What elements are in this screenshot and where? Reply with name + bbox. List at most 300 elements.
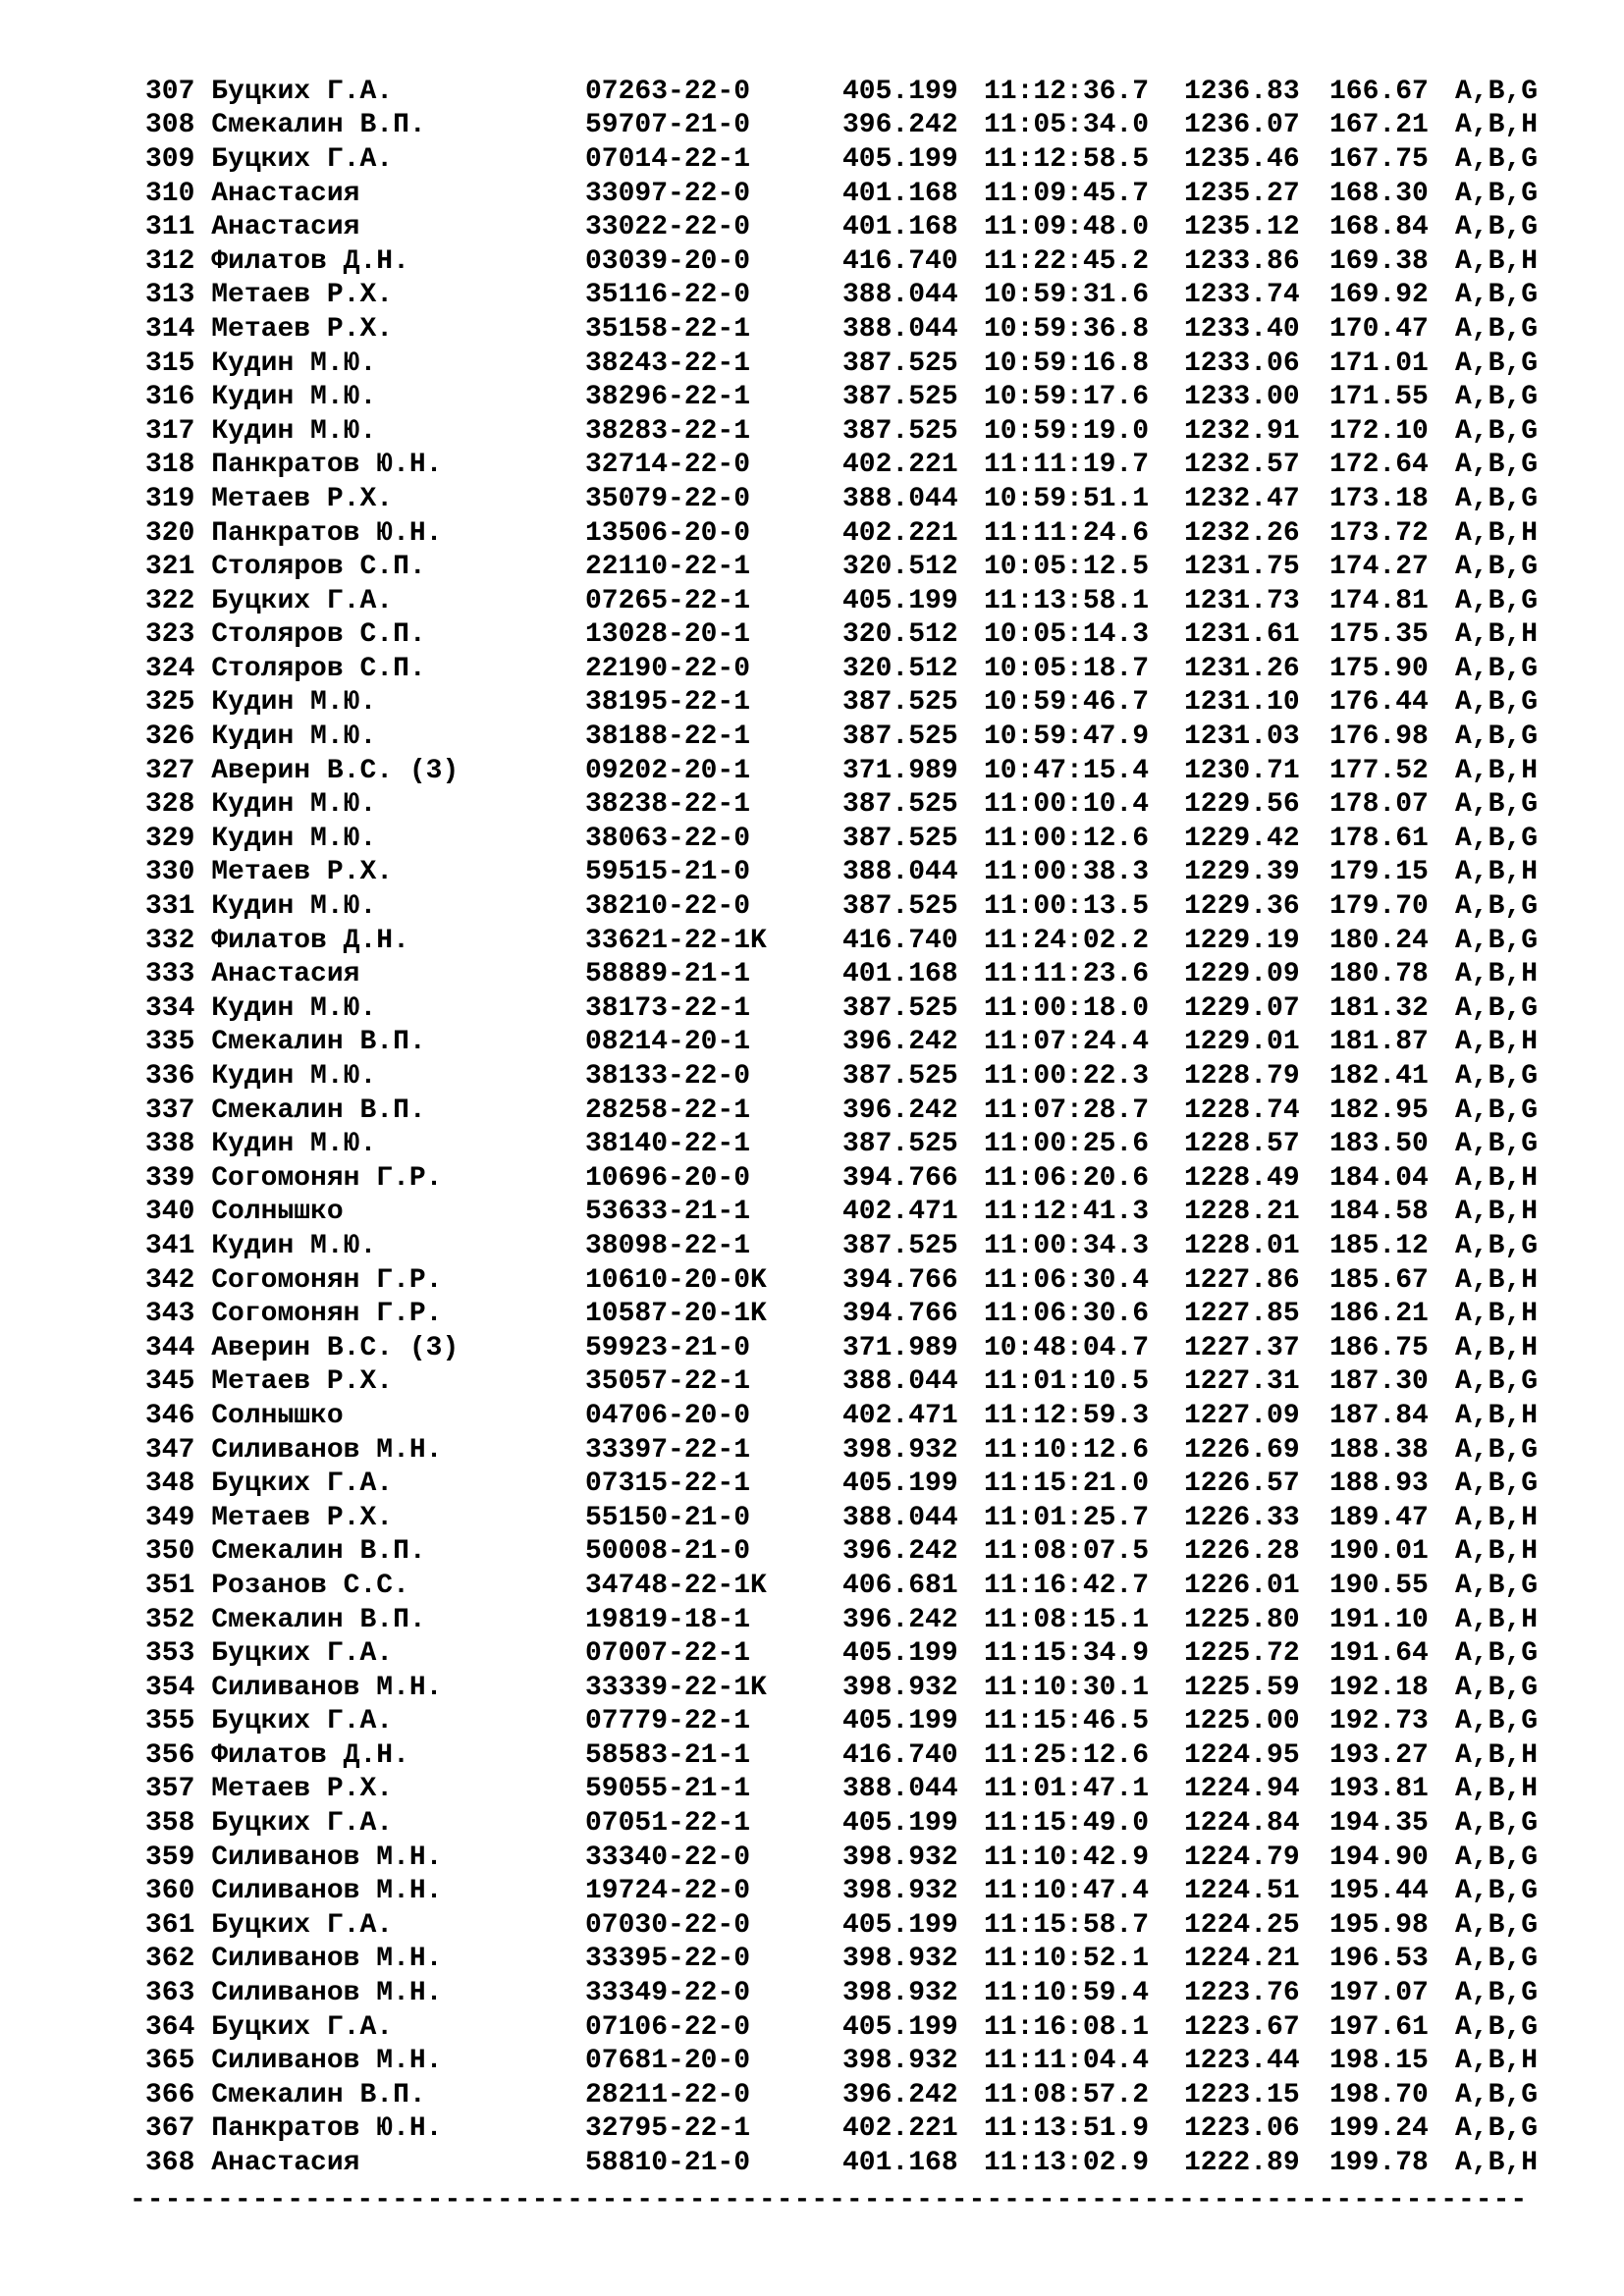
points: 192.18 — [1329, 1672, 1429, 1703]
speed: 1224.94 — [1184, 1774, 1300, 1805]
category: A,B,G — [1455, 891, 1539, 923]
ring-number: 07315-22-1 — [585, 1468, 751, 1500]
ring-number: 07106-22-0 — [585, 2011, 751, 2043]
points: 191.64 — [1329, 1638, 1429, 1670]
fancier-name: Смекалин В.П. — [211, 1095, 426, 1126]
results-table — [145, 75, 1559, 2180]
category: A,B,H — [1455, 1400, 1539, 1431]
speed: 1229.19 — [1184, 925, 1300, 956]
speed: 1233.40 — [1184, 313, 1300, 345]
arrival-time: 11:09:45.7 — [984, 178, 1150, 209]
speed: 1224.25 — [1184, 1909, 1300, 1941]
points: 169.38 — [1329, 245, 1429, 277]
row-label — [145, 1876, 585, 1906]
arrival-time: 10:59:17.6 — [984, 382, 1150, 413]
distance: 405.199 — [842, 1706, 958, 1737]
table-row — [145, 1636, 1559, 1671]
ring-number: 38188-22-1 — [585, 721, 751, 753]
category: A,B,H — [1455, 1299, 1539, 1330]
fancier-name: Силиванов М.Н. — [211, 1842, 443, 1873]
speed: 1228.49 — [1184, 1162, 1300, 1194]
distance: 401.168 — [842, 2148, 958, 2179]
distance: 402.471 — [842, 1400, 958, 1431]
category: A,B,G — [1455, 313, 1539, 345]
row-label — [145, 1401, 585, 1431]
points: 181.87 — [1329, 1027, 1429, 1058]
distance: 416.740 — [842, 925, 958, 956]
fancier-name: Аверин В.С. (3) — [211, 1332, 460, 1363]
table-row — [145, 856, 1559, 890]
fancier-name: Кудин М.Ю. — [211, 823, 377, 854]
row-number: 311 — [145, 212, 195, 243]
row-label — [145, 1333, 585, 1363]
row-number: 324 — [145, 653, 195, 684]
speed: 1223.76 — [1184, 1978, 1300, 2009]
row-label — [145, 179, 585, 209]
row-number: 310 — [145, 178, 195, 209]
points: 182.41 — [1329, 1061, 1429, 1093]
speed: 1229.01 — [1184, 1027, 1300, 1058]
table-row — [145, 516, 1559, 551]
row-label — [145, 1468, 585, 1499]
row-number: 342 — [145, 1264, 195, 1296]
table-row — [145, 2044, 1559, 2078]
table-row — [145, 1094, 1559, 1128]
ring-number: 19724-22-0 — [585, 1876, 751, 1907]
ring-number: 50008-21-0 — [585, 1536, 751, 1568]
distance: 398.932 — [842, 2046, 958, 2077]
distance: 401.168 — [842, 212, 958, 243]
row-number: 359 — [145, 1842, 195, 1873]
row-label — [145, 789, 585, 820]
table-row — [145, 2078, 1559, 2112]
row-number: 340 — [145, 1197, 195, 1228]
row-number: 358 — [145, 1808, 195, 1840]
speed: 1231.75 — [1184, 552, 1300, 583]
row-label — [145, 926, 585, 956]
points: 175.90 — [1329, 653, 1429, 684]
points: 192.73 — [1329, 1706, 1429, 1737]
speed: 1231.03 — [1184, 721, 1300, 753]
speed: 1232.47 — [1184, 483, 1300, 514]
category: A,B,G — [1455, 687, 1539, 719]
table-row — [145, 210, 1559, 244]
fancier-name: Кудин М.Ю. — [211, 687, 377, 719]
ring-number: 33340-22-0 — [585, 1842, 751, 1873]
row-number: 362 — [145, 1944, 195, 1975]
arrival-time: 11:01:25.7 — [984, 1502, 1150, 1533]
row-label — [145, 2113, 585, 2144]
table-row — [145, 109, 1559, 143]
row-number: 321 — [145, 552, 195, 583]
fancier-name: Столяров С.П. — [211, 552, 426, 583]
arrival-time: 11:10:42.9 — [984, 1842, 1150, 1873]
distance: 398.932 — [842, 1672, 958, 1703]
arrival-time: 10:05:14.3 — [984, 619, 1150, 651]
distance: 388.044 — [842, 313, 958, 345]
distance: 398.932 — [842, 1876, 958, 1907]
ring-number: 09202-20-1 — [585, 755, 751, 786]
row-number: 312 — [145, 245, 195, 277]
table-row — [145, 787, 1559, 822]
table-row — [145, 1976, 1559, 2010]
category: A,B,H — [1455, 1536, 1539, 1568]
points: 185.67 — [1329, 1264, 1429, 1296]
table-row — [145, 1331, 1559, 1365]
points: 191.10 — [1329, 1604, 1429, 1635]
arrival-time: 10:47:15.4 — [984, 755, 1150, 786]
ring-number: 33097-22-0 — [585, 178, 751, 209]
fancier-name: Смекалин В.П. — [211, 1604, 426, 1635]
category: A,B,G — [1455, 76, 1539, 107]
arrival-time: 11:10:30.1 — [984, 1672, 1150, 1703]
fancier-name: Силиванов М.Н. — [211, 1672, 443, 1703]
category: A,B,G — [1455, 178, 1539, 209]
arrival-time: 10:59:47.9 — [984, 721, 1150, 753]
points: 196.53 — [1329, 1944, 1429, 1975]
distance: 387.525 — [842, 1061, 958, 1093]
row-number: 338 — [145, 1129, 195, 1160]
ring-number: 22110-22-1 — [585, 552, 751, 583]
ring-number: 07263-22-0 — [585, 76, 751, 107]
points: 197.61 — [1329, 2011, 1429, 2043]
arrival-time: 11:08:07.5 — [984, 1536, 1150, 1568]
arrival-time: 11:10:52.1 — [984, 1944, 1150, 1975]
category: A,B,G — [1455, 925, 1539, 956]
arrival-time: 11:00:38.3 — [984, 857, 1150, 888]
row-label — [145, 110, 585, 140]
distance: 398.932 — [842, 1842, 958, 1873]
distance: 388.044 — [842, 857, 958, 888]
category: A,B,H — [1455, 110, 1539, 141]
category: A,B,G — [1455, 721, 1539, 753]
distance: 394.766 — [842, 1162, 958, 1194]
row-label — [145, 1571, 585, 1601]
arrival-time: 11:07:24.4 — [984, 1027, 1150, 1058]
category: A,B,H — [1455, 517, 1539, 549]
arrival-time: 11:25:12.6 — [984, 1739, 1150, 1771]
row-number: 309 — [145, 143, 195, 175]
points: 174.27 — [1329, 552, 1429, 583]
category: A,B,G — [1455, 483, 1539, 514]
arrival-time: 11:13:02.9 — [984, 2148, 1150, 2179]
table-row — [145, 1671, 1559, 1705]
fancier-name: Филатов Д.Н. — [211, 245, 409, 277]
fancier-name: Анастасия — [211, 212, 360, 243]
speed: 1227.31 — [1184, 1366, 1300, 1398]
row-label — [145, 1265, 585, 1296]
speed: 1233.00 — [1184, 382, 1300, 413]
row-number: 349 — [145, 1502, 195, 1533]
distance: 388.044 — [842, 1366, 958, 1398]
arrival-time: 10:59:46.7 — [984, 687, 1150, 719]
row-number: 308 — [145, 110, 195, 141]
row-label — [145, 518, 585, 549]
fancier-name: Кудин М.Ю. — [211, 382, 377, 413]
distance: 398.932 — [842, 1978, 958, 2009]
table-row — [145, 1026, 1559, 1060]
table-row — [145, 1059, 1559, 1094]
row-number: 354 — [145, 1672, 195, 1703]
row-number: 361 — [145, 1909, 195, 1941]
distance: 405.199 — [842, 585, 958, 616]
fancier-name: Панкратов Ю.Н. — [211, 450, 443, 481]
arrival-time: 10:59:36.8 — [984, 313, 1150, 345]
points: 176.98 — [1329, 721, 1429, 753]
row-label — [145, 619, 585, 650]
distance: 396.242 — [842, 2079, 958, 2110]
speed: 1225.72 — [1184, 1638, 1300, 1670]
row-label — [145, 1842, 585, 1873]
arrival-time: 11:06:30.6 — [984, 1299, 1150, 1330]
ring-number: 22190-22-0 — [585, 653, 751, 684]
row-number: 336 — [145, 1061, 195, 1093]
distance: 388.044 — [842, 1774, 958, 1805]
speed: 1229.09 — [1184, 959, 1300, 990]
distance: 396.242 — [842, 1095, 958, 1126]
ring-number: 10587-20-1K — [585, 1299, 767, 1330]
category: A,B,G — [1455, 347, 1539, 379]
arrival-time: 11:10:47.4 — [984, 1876, 1150, 1907]
distance: 387.525 — [842, 1129, 958, 1160]
fancier-name: Согомонян Г.Р. — [211, 1162, 443, 1194]
ring-number: 33339-22-1K — [585, 1672, 767, 1703]
distance: 371.989 — [842, 755, 958, 786]
category: A,B,G — [1455, 1638, 1539, 1670]
category: A,B,G — [1455, 1978, 1539, 2009]
row-number: 315 — [145, 347, 195, 379]
row-number: 365 — [145, 2046, 195, 2077]
table-row — [145, 312, 1559, 347]
distance: 387.525 — [842, 347, 958, 379]
ring-number: 28258-22-1 — [585, 1095, 751, 1126]
table-row — [145, 75, 1559, 109]
arrival-time: 11:00:12.6 — [984, 823, 1150, 854]
fancier-name: Метаев Р.Х. — [211, 1502, 394, 1533]
table-row — [145, 1773, 1559, 1807]
row-number: 318 — [145, 450, 195, 481]
speed: 1232.91 — [1184, 415, 1300, 447]
row-label — [145, 1129, 585, 1159]
fancier-name: Метаев Р.Х. — [211, 280, 394, 311]
row-label — [145, 1061, 585, 1092]
ring-number: 38140-22-1 — [585, 1129, 751, 1160]
table-row — [145, 1297, 1559, 1331]
speed: 1224.84 — [1184, 1808, 1300, 1840]
speed: 1227.85 — [1184, 1299, 1300, 1330]
fancier-name: Буцких Г.А. — [211, 1909, 394, 1941]
ring-number: 38063-22-0 — [585, 823, 751, 854]
row-number: 341 — [145, 1230, 195, 1261]
table-row — [145, 1263, 1559, 1298]
row-number: 333 — [145, 959, 195, 990]
ring-number: 38210-22-0 — [585, 891, 751, 923]
points: 184.58 — [1329, 1197, 1429, 1228]
row-label — [145, 1605, 585, 1635]
speed: 1232.57 — [1184, 450, 1300, 481]
points: 171.01 — [1329, 347, 1429, 379]
row-label — [145, 77, 585, 107]
speed: 1226.57 — [1184, 1468, 1300, 1500]
row-label — [145, 1027, 585, 1057]
points: 190.01 — [1329, 1536, 1429, 1568]
ring-number: 58810-21-0 — [585, 2148, 751, 2179]
row-label — [145, 484, 585, 514]
ring-number: 35079-22-0 — [585, 483, 751, 514]
arrival-time: 11:08:15.1 — [984, 1604, 1150, 1635]
speed: 1226.33 — [1184, 1502, 1300, 1533]
category: A,B,G — [1455, 552, 1539, 583]
category: A,B,G — [1455, 1808, 1539, 1840]
row-label — [145, 1910, 585, 1941]
row-label — [145, 1231, 585, 1261]
ring-number: 07014-22-1 — [585, 143, 751, 175]
ring-number: 19819-18-1 — [585, 1604, 751, 1635]
ring-number: 58889-21-1 — [585, 959, 751, 990]
table-row — [145, 686, 1559, 721]
category: A,B,G — [1455, 789, 1539, 821]
fancier-name: Кудин М.Ю. — [211, 891, 377, 923]
table-row — [145, 1908, 1559, 1943]
ring-number: 07779-22-1 — [585, 1706, 751, 1737]
ring-number: 07265-22-1 — [585, 585, 751, 616]
row-label — [145, 1638, 585, 1669]
fancier-name: Столяров С.П. — [211, 653, 426, 684]
arrival-time: 11:06:20.6 — [984, 1162, 1150, 1194]
separator-line: -------------------------------------------------------------------------------- — [130, 2185, 1529, 2216]
fancier-name: Кудин М.Ю. — [211, 721, 377, 753]
category: A,B,G — [1455, 143, 1539, 175]
fancier-name: Буцких Г.А. — [211, 1808, 394, 1840]
row-label — [145, 721, 585, 752]
row-number: 345 — [145, 1366, 195, 1398]
distance: 371.989 — [842, 1332, 958, 1363]
speed: 1228.57 — [1184, 1129, 1300, 1160]
distance: 396.242 — [842, 1027, 958, 1058]
row-label — [145, 756, 585, 786]
points: 173.18 — [1329, 483, 1429, 514]
distance: 387.525 — [842, 992, 958, 1024]
category: A,B,G — [1455, 280, 1539, 311]
table-row — [145, 1874, 1559, 1908]
table-row — [145, 482, 1559, 516]
distance: 387.525 — [842, 721, 958, 753]
row-label — [145, 348, 585, 379]
fancier-name: Кудин М.Ю. — [211, 789, 377, 821]
ring-number: 33397-22-1 — [585, 1434, 751, 1466]
category: A,B,H — [1455, 245, 1539, 277]
row-number: 335 — [145, 1027, 195, 1058]
row-number: 339 — [145, 1162, 195, 1194]
table-row — [145, 652, 1559, 686]
speed: 1229.36 — [1184, 891, 1300, 923]
points: 188.93 — [1329, 1468, 1429, 1500]
points: 175.35 — [1329, 619, 1429, 651]
distance: 394.766 — [842, 1264, 958, 1296]
speed: 1233.74 — [1184, 280, 1300, 311]
row-label — [145, 212, 585, 242]
category: A,B,H — [1455, 2148, 1539, 2179]
row-number: 322 — [145, 585, 195, 616]
category: A,B,G — [1455, 653, 1539, 684]
arrival-time: 11:15:21.0 — [984, 1468, 1150, 1500]
fancier-name: Филатов Д.Н. — [211, 1739, 409, 1771]
fancier-name: Силиванов М.Н. — [211, 1876, 443, 1907]
distance: 320.512 — [842, 552, 958, 583]
speed: 1227.86 — [1184, 1264, 1300, 1296]
category: A,B,H — [1455, 1264, 1539, 1296]
row-number: 329 — [145, 823, 195, 854]
points: 195.44 — [1329, 1876, 1429, 1907]
row-number: 355 — [145, 1706, 195, 1737]
row-number: 314 — [145, 313, 195, 345]
points: 177.52 — [1329, 755, 1429, 786]
row-number: 343 — [145, 1299, 195, 1330]
speed: 1231.26 — [1184, 653, 1300, 684]
ring-number: 38098-22-1 — [585, 1230, 751, 1261]
ring-number: 03039-20-0 — [585, 245, 751, 277]
fancier-name: Кудин М.Ю. — [211, 1061, 377, 1093]
row-number: 337 — [145, 1095, 195, 1126]
speed: 1224.21 — [1184, 1944, 1300, 1975]
speed: 1228.01 — [1184, 1230, 1300, 1261]
distance: 398.932 — [842, 1434, 958, 1466]
category: A,B,G — [1455, 415, 1539, 447]
points: 168.84 — [1329, 212, 1429, 243]
speed: 1236.83 — [1184, 76, 1300, 107]
fancier-name: Панкратов Ю.Н. — [211, 517, 443, 549]
category: A,B,H — [1455, 857, 1539, 888]
arrival-time: 11:13:58.1 — [984, 585, 1150, 616]
fancier-name: Смекалин В.П. — [211, 110, 426, 141]
arrival-time: 11:16:08.1 — [984, 2011, 1150, 2043]
category: A,B,G — [1455, 992, 1539, 1024]
fancier-name: Буцких Г.А. — [211, 1706, 394, 1737]
points: 187.30 — [1329, 1366, 1429, 1398]
table-row — [145, 2010, 1559, 2045]
row-label — [145, 1706, 585, 1736]
table-row — [145, 754, 1559, 788]
table-row — [145, 720, 1559, 754]
distance: 401.168 — [842, 959, 958, 990]
distance: 320.512 — [842, 653, 958, 684]
distance: 416.740 — [842, 1739, 958, 1771]
table-row — [145, 1365, 1559, 1400]
distance: 388.044 — [842, 483, 958, 514]
row-number: 347 — [145, 1434, 195, 1466]
table-row — [145, 1127, 1559, 1161]
row-label — [145, 824, 585, 854]
table-row — [145, 822, 1559, 856]
distance: 388.044 — [842, 1502, 958, 1533]
table-row — [145, 991, 1559, 1026]
row-number: 328 — [145, 789, 195, 821]
points: 193.81 — [1329, 1774, 1429, 1805]
distance: 406.681 — [842, 1570, 958, 1601]
arrival-time: 11:07:28.7 — [984, 1095, 1150, 1126]
ring-number: 35116-22-0 — [585, 280, 751, 311]
points: 185.12 — [1329, 1230, 1429, 1261]
ring-number: 35057-22-1 — [585, 1366, 751, 1398]
row-label — [145, 314, 585, 345]
speed: 1222.89 — [1184, 2148, 1300, 2179]
table-row — [145, 1501, 1559, 1535]
points: 179.15 — [1329, 857, 1429, 888]
ring-number: 10610-20-0K — [585, 1264, 767, 1296]
points: 169.92 — [1329, 280, 1429, 311]
speed: 1225.59 — [1184, 1672, 1300, 1703]
fancier-name: Солнышко — [211, 1400, 344, 1431]
